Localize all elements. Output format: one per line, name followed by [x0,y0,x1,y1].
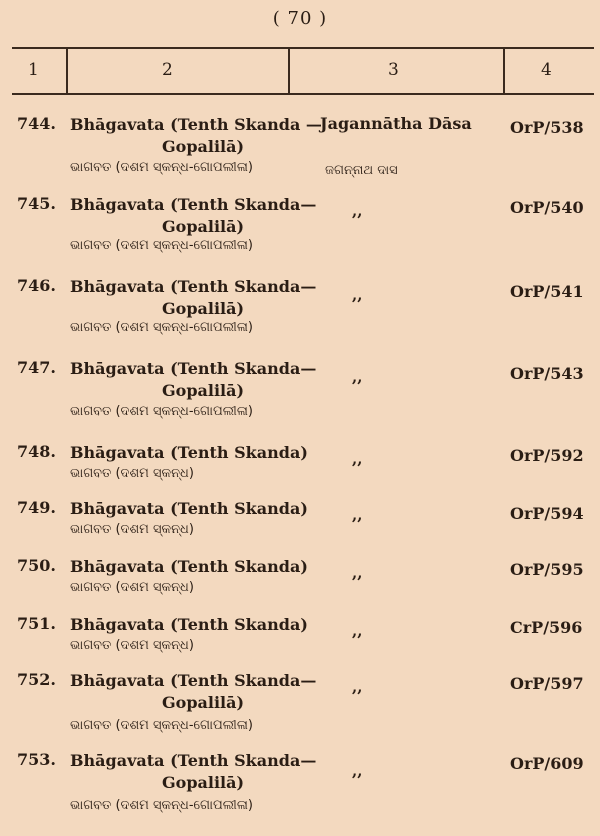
entry-oriya-title: ଭାଗବତ (ଦଶମ ସ୍କନ୍ଧ-ଗୋପଲୀଳା) [70,404,253,419]
entry-accession: OrP/541 [510,282,584,301]
ditto-mark: ,, [352,286,363,304]
entry-number: 746. [17,276,56,295]
table-top-rule [12,47,594,49]
entry-oriya-title: ଭାଗବତ (ଦଶମ ସ୍କନ୍ଧ-ଗୋପଲୀଳା) [70,320,253,335]
entry-number: 748. [17,442,56,461]
entry-oriya-title: ଭାଗବତ (ଦଶମ ସ୍କନ୍ଧ-ଗୋପଲୀଳା) [70,798,253,813]
entry-title-line: Bhāgavata (Tenth Skanda— [70,277,317,296]
column-separator [503,48,505,93]
entry-number: 747. [17,358,56,377]
ditto-mark: ,, [352,678,363,696]
entry-oriya-title: ଭାଗବତ (ଦଶମ ସ୍କନ୍ଧ) [70,522,194,537]
ditto-mark: ,, [352,564,363,582]
entry-title-line: Gopalilā) [162,299,245,318]
entry-number: 749. [17,498,56,517]
entry-title: Bhāgavata (Tenth Skanda) [70,443,308,462]
entry-title [70,276,316,320]
entry-title: Bhāgavata (Tenth Skanda) [70,557,308,576]
entry-title [70,114,322,158]
entry-accession: OrP/609 [510,754,584,773]
entry-title: Bhāgavata (Tenth Skanda) [70,615,308,634]
entry-title-line: Bhāgavata (Tenth Skanda— [70,195,317,214]
entry-oriya-title: ଭାଗବତ (ଦଶମ ସ୍କନ୍ଧ) [70,466,194,481]
ditto-mark: ,, [352,622,363,640]
entry-title-line: Gopalilā) [162,217,245,236]
entry-title [70,358,316,402]
entry-author-oriya: ଜଗନ୍ନାଥ ଦାସ [325,163,398,178]
entry-accession: OrP/543 [510,364,584,383]
entry-accession: OrP/594 [510,504,584,523]
entry-accession: OrP/538 [510,118,584,137]
column-separator [66,48,68,93]
entry-oriya-title: ଭାଗବତ (ଦଶମ ସ୍କନ୍ଧ) [70,638,194,653]
entry-author: Jagannātha Dāsa [320,114,472,133]
entry-title [70,194,316,238]
entry-number: 750. [17,556,56,575]
entry-title [70,670,316,714]
entry-oriya-title: ଭାଗବତ (ଦଶମ ସ୍କନ୍ଧ-ଗୋପଲୀଳା) [70,160,253,175]
ditto-mark: ,, [352,202,363,220]
column-header-3: 3 [388,60,399,80]
ditto-mark: ,, [352,450,363,468]
entry-accession: OrP/592 [510,446,584,465]
ditto-mark: ,, [352,762,363,780]
entry-number: 752. [17,670,56,689]
entry-title-line: Bhāgavata (Tenth Skanda— [70,751,317,770]
entry-title-line: Bhāgavata (Tenth Skanda— [70,359,317,378]
page-number: ( 70 ) [272,8,328,29]
entry-oriya-title: ଭାଗବତ (ଦଶମ ସ୍କନ୍ଧ) [70,580,194,595]
ditto-mark: ,, [352,506,363,524]
entry-number: 744. [17,114,56,133]
column-header-4: 4 [541,60,552,80]
table-header-rule [12,93,594,95]
entry-title-line: Gopalilā) [162,137,245,156]
entry-title-line: Gopalilā) [162,693,245,712]
entry-number: 751. [17,614,56,633]
entry-title-line: Gopalilā) [162,381,245,400]
ditto-mark: ,, [352,368,363,386]
entry-title [70,750,316,794]
entry-accession: OrP/595 [510,560,584,579]
column-header-2: 2 [162,60,173,80]
entry-oriya-title: ଭାଗବତ (ଦଶମ ସ୍କନ୍ଧ-ଗୋପଲୀଳା) [70,238,253,253]
entry-accession: CrP/596 [510,618,583,637]
column-header-1: 1 [28,60,39,80]
entry-number: 753. [17,750,56,769]
column-separator [288,48,290,93]
entry-title: Bhāgavata (Tenth Skanda) [70,499,308,518]
entry-number: 745. [17,194,56,213]
entry-title-line: Bhāgavata (Tenth Skanda — [70,115,322,134]
entry-oriya-title: ଭାଗବତ (ଦଶମ ସ୍କନ୍ଧ-ଗୋପଲୀଳା) [70,718,253,733]
entry-accession: OrP/597 [510,674,584,693]
entry-title-line: Bhāgavata (Tenth Skanda— [70,671,317,690]
entry-accession: OrP/540 [510,198,584,217]
entry-title-line: Gopalilā) [162,773,245,792]
